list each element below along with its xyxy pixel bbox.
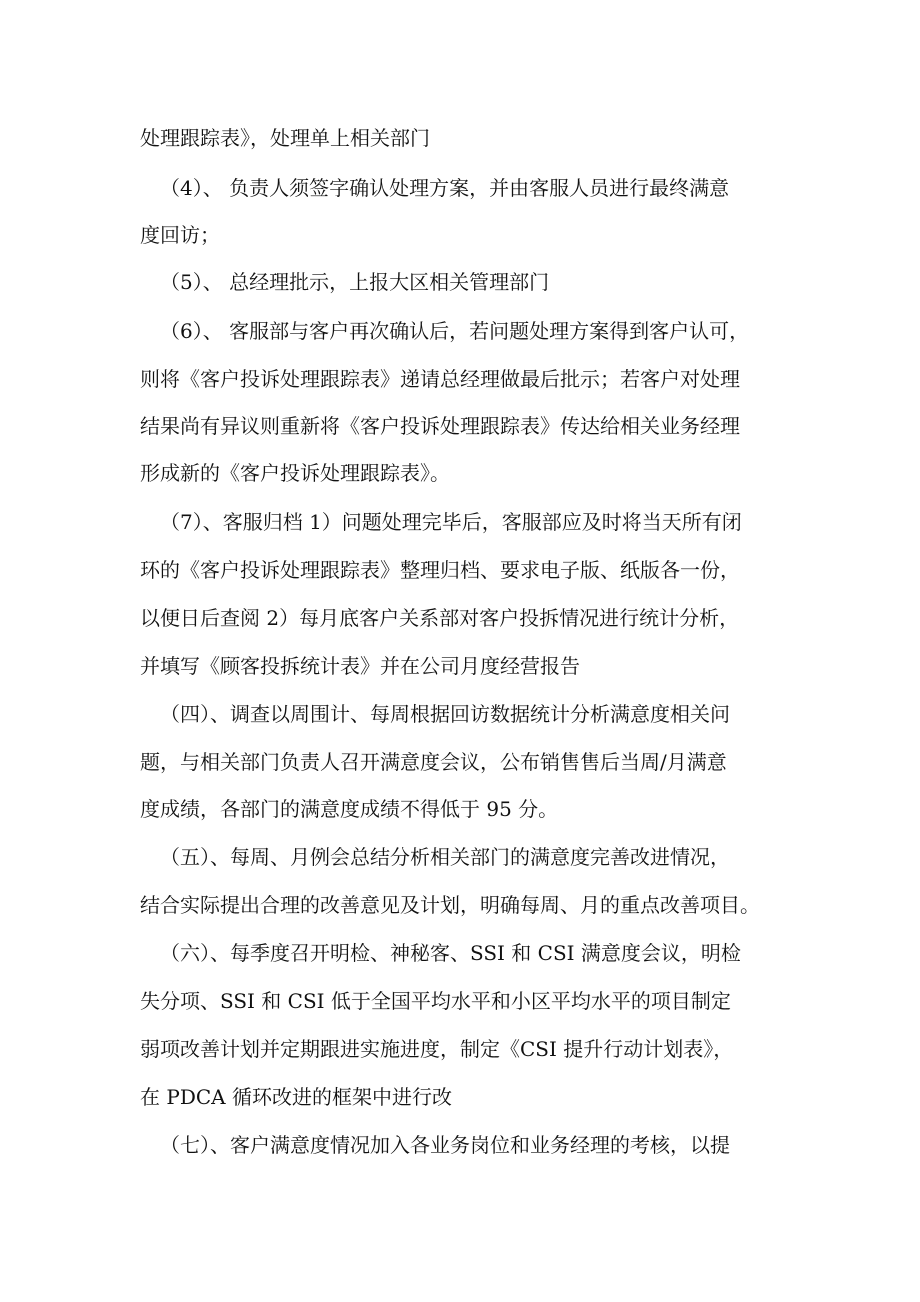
text-line: （4）、 负责人须签字确认处理方案，并由客服人员进行最终满意 [160, 176, 730, 200]
text-line: （七）、客户满意度情况加入各业务岗位和业务经理的考核，以提 [160, 1133, 730, 1157]
text-line: （四）、调查以周围计、每周根据回访数据统计分析满意度相关问 [160, 702, 730, 726]
text-line: 题，与相关部门负责人召开满意度会议，公布销售售后当周/月满意 [140, 750, 727, 774]
text-line: 失分项、SSI 和 CSI 低于全国平均水平和小区平均水平的项目制定 [140, 989, 731, 1013]
text-line: 以便日后查阅 2）每月底客户关系部对客户投拆情况进行统计分析， [140, 606, 740, 630]
text-line: 度成绩，各部门的满意度成绩不得低于 95 分。 [140, 797, 559, 821]
text-line: （六）、每季度召开明检、神秘客、SSI 和 CSI 满意度会议，明检 [160, 941, 741, 965]
text-line: 结果尚有异议则重新将《客户投诉处理跟踪表》传达给相关业务经理 [140, 414, 740, 438]
text-line: 弱项改善计划并定期跟进实施进度，制定《CSI 提升行动计划表》， [140, 1037, 734, 1061]
text-line: 环的《客户投诉处理跟踪表》整理归档、要求电子版、纸版各一份， [140, 558, 740, 582]
text-line: （5）、 总经理批示，上报大区相关管理部门 [160, 270, 550, 294]
text-line: 并填写《顾客投拆统计表》并在公司月度经营报告 [140, 654, 580, 678]
text-line: 度回访； [140, 223, 220, 247]
text-line: 在 PDCA 循环改进的框架中进行改 [140, 1085, 452, 1109]
text-line: （6）、 客服部与客户再次确认后，若问题处理方案得到客户认可， [160, 319, 750, 343]
text-line: 处理跟踪表》，处理单上相关部门 [140, 126, 430, 150]
text-line: （7）、客服归档 1）问题处理完毕后，客服部应及时将当天所有闭 [160, 510, 742, 534]
text-line: （五）、每周、月例会总结分析相关部门的满意度完善改进情况， [160, 845, 730, 869]
text-line: 结合实际提出合理的改善意见及计划，明确每周、月的重点改善项目。 [140, 893, 760, 917]
text-line: 则将《客户投诉处理跟踪表》递请总经理做最后批示；若客户对处理 [140, 367, 740, 391]
text-line: 形成新的《客户投诉处理跟踪表》。 [140, 461, 450, 485]
